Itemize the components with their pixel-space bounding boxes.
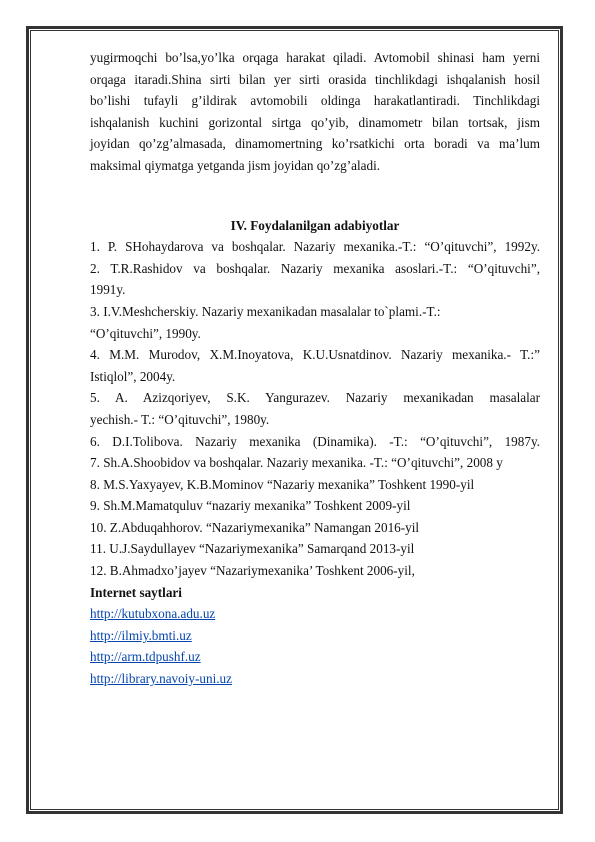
reference-list [90,236,540,582]
paragraph-line: orqaga itaradi.Shina sirti bilan yer sirti orasida tinchlikdagi ishqalanish hosil [90,71,540,87]
paragraph-line: maksimal qiymatga yetganda jism joyidan qo’zg’aladi. [90,157,381,173]
reference-item-cont: Istiqlol”, 2004y. [90,368,176,384]
reference-item-cont: 1991y. [90,282,126,298]
paragraph-line: yugirmoqchi bo’lsa,yo’lka orqaga harakat qiladi. Avtomobil shinasi ham yerni [90,50,540,65]
reference-item: 12. B.Ahmadxo’jayev “Nazariymexanika’ Toshkent 2006-yil, [90,563,415,579]
website-link[interactable]: http://arm.tdpushf.uz [90,649,201,665]
reference-item-cont: yechish.- T.: “O’qituvchi”, 1980y. [90,411,270,427]
reference-item: 3. I.V.Meshcherskiy. Nazariy mexanikadan masalalar to`plami.-T.: [90,303,441,319]
website-link[interactable]: http://library.navoiy-uni.uz [90,671,232,687]
paragraph-line: ishqalanish kuchini gorizontal sirtga qo’yib, dinamometr bilan tortsak, jism [90,114,540,130]
reference-item: 8. M.S.Yaxyayev, K.B.Mominov “Nazariy mexanika” Toshkent 1990-yil [90,476,475,492]
reference-item: 11. U.J.Saydullayev “Nazariymexanika” Samarqand 2013-yil [90,541,415,557]
website-link[interactable]: http://kutubxona.adu.uz [90,606,216,622]
reference-item: 1. P. SHohaydarova va boshqalar. Nazariy mexanika.-T.: “O’qituvchi”, 1992y. [90,239,540,255]
body-paragraph [90,47,540,177]
section-heading: IV. Foydalanilgan adabiyotlar [230,217,400,233]
reference-item: 7. Sh.A.Shoobidov va boshqalar. Nazariy mexanika. -T.: “O’qituvchi”, 2008 y [90,455,503,471]
link-list [90,603,540,689]
reference-item: 2. T.R.Rashidov va boshqalar. Nazariy mexanika asoslari.-T.: “O’qituvchi”, [90,260,540,276]
reference-item: 6. D.I.Tolibova. Nazariy mexanika (Dinamika). -T.: “O’qituvchi”, 1987y. [90,433,540,449]
internet-heading: Internet saytlari [90,584,182,600]
reference-item-cont: “O’qituvchi”, 1990y. [90,325,201,341]
paragraph-line: bo’lishi tufayli g’ildirak avtomobili oldinga harakatlantiradi. Tinchlikdagi [90,93,540,109]
website-link[interactable]: http://ilmiy.bmti.uz [90,627,192,643]
reference-item: 10. Z.Abduqahhorov. “Nazariymexanika” Namangan 2016-yil [90,519,420,535]
reference-item: 9. Sh.M.Mamatquluv “nazariy mexanika” Toshkent 2009-yil [90,498,411,514]
reference-item: 4. M.M. Murodov, X.M.Inoyatova, K.U.Usnatdinov. Nazariy mexanika.- T.:” [90,347,540,363]
document-body [90,47,540,690]
paragraph-line: joyidan qo’zg’almasada, dinamomertning ko’rsatkichi orta boradi va ma’lum [90,136,540,152]
reference-item: 5. A. Azizqoriyev, S.K. Yangurazev. Nazariy mexanikadan masalalar [90,390,540,406]
